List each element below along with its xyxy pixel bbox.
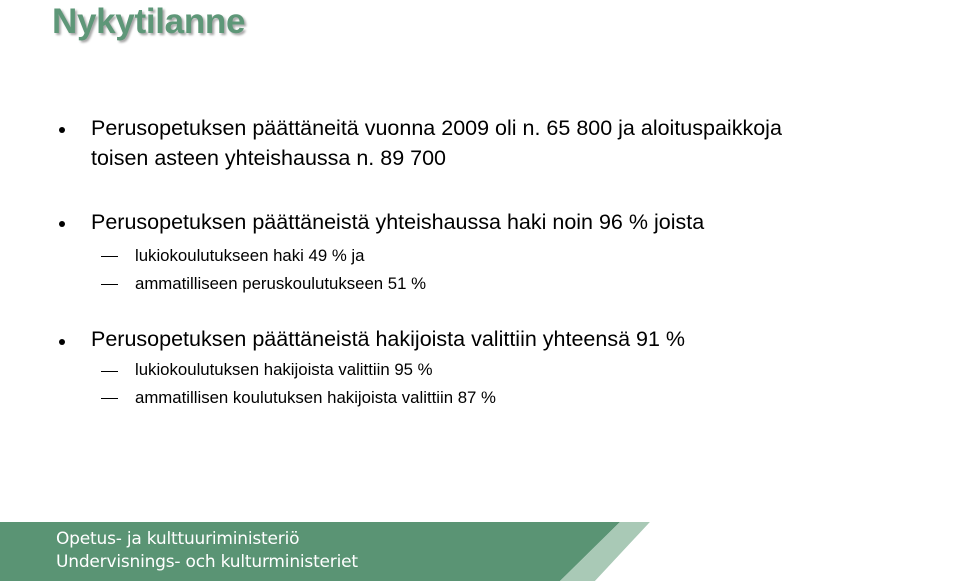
bullet-dot [59, 127, 65, 133]
bullet-dot [59, 221, 65, 227]
slide-title: Nykytilanne [52, 2, 246, 41]
footer-band [0, 522, 960, 581]
bullet-1-line-1: Perusopetuksen päättäneitä vuonna 2009 oli n. 65 800 ja aloituspaikkoja [91, 116, 782, 140]
sub-bullet-dash [101, 284, 118, 285]
sub-bullet-dash [101, 371, 118, 372]
bullet-2-subitem-1: lukiokoulutukseen haki 49 % ja [135, 246, 365, 265]
bullet-2-subitem-2: ammatilliseen peruskoulutukseen 51 % [135, 274, 427, 293]
bullet-dot [59, 339, 65, 345]
bullet-2-line-1: Perusopetuksen päättäneistä yhteishaussa haki noin 96 % joista [91, 210, 705, 234]
sub-bullet-dash [101, 256, 118, 257]
bullet-3-line-1: Perusopetuksen päättäneistä hakijoista valittiin yhteensä 91 % [91, 327, 686, 351]
footer-ministry-finnish: Opetus- ja kulttuuriministeriö [56, 529, 300, 549]
sub-bullet-dash [101, 398, 118, 399]
bullet-3-subitem-1: lukiokoulutuksen hakijoista valittiin 95 % [135, 360, 433, 379]
bullet-3-subitem-2: ammatillisen koulutuksen hakijoista valittiin 87 % [135, 388, 496, 407]
bullet-1-line-2: toisen asteen yhteishaussa n. 89 700 [91, 146, 447, 170]
footer-ministry-swedish: Undervisnings- och kulturministeriet [56, 552, 358, 572]
